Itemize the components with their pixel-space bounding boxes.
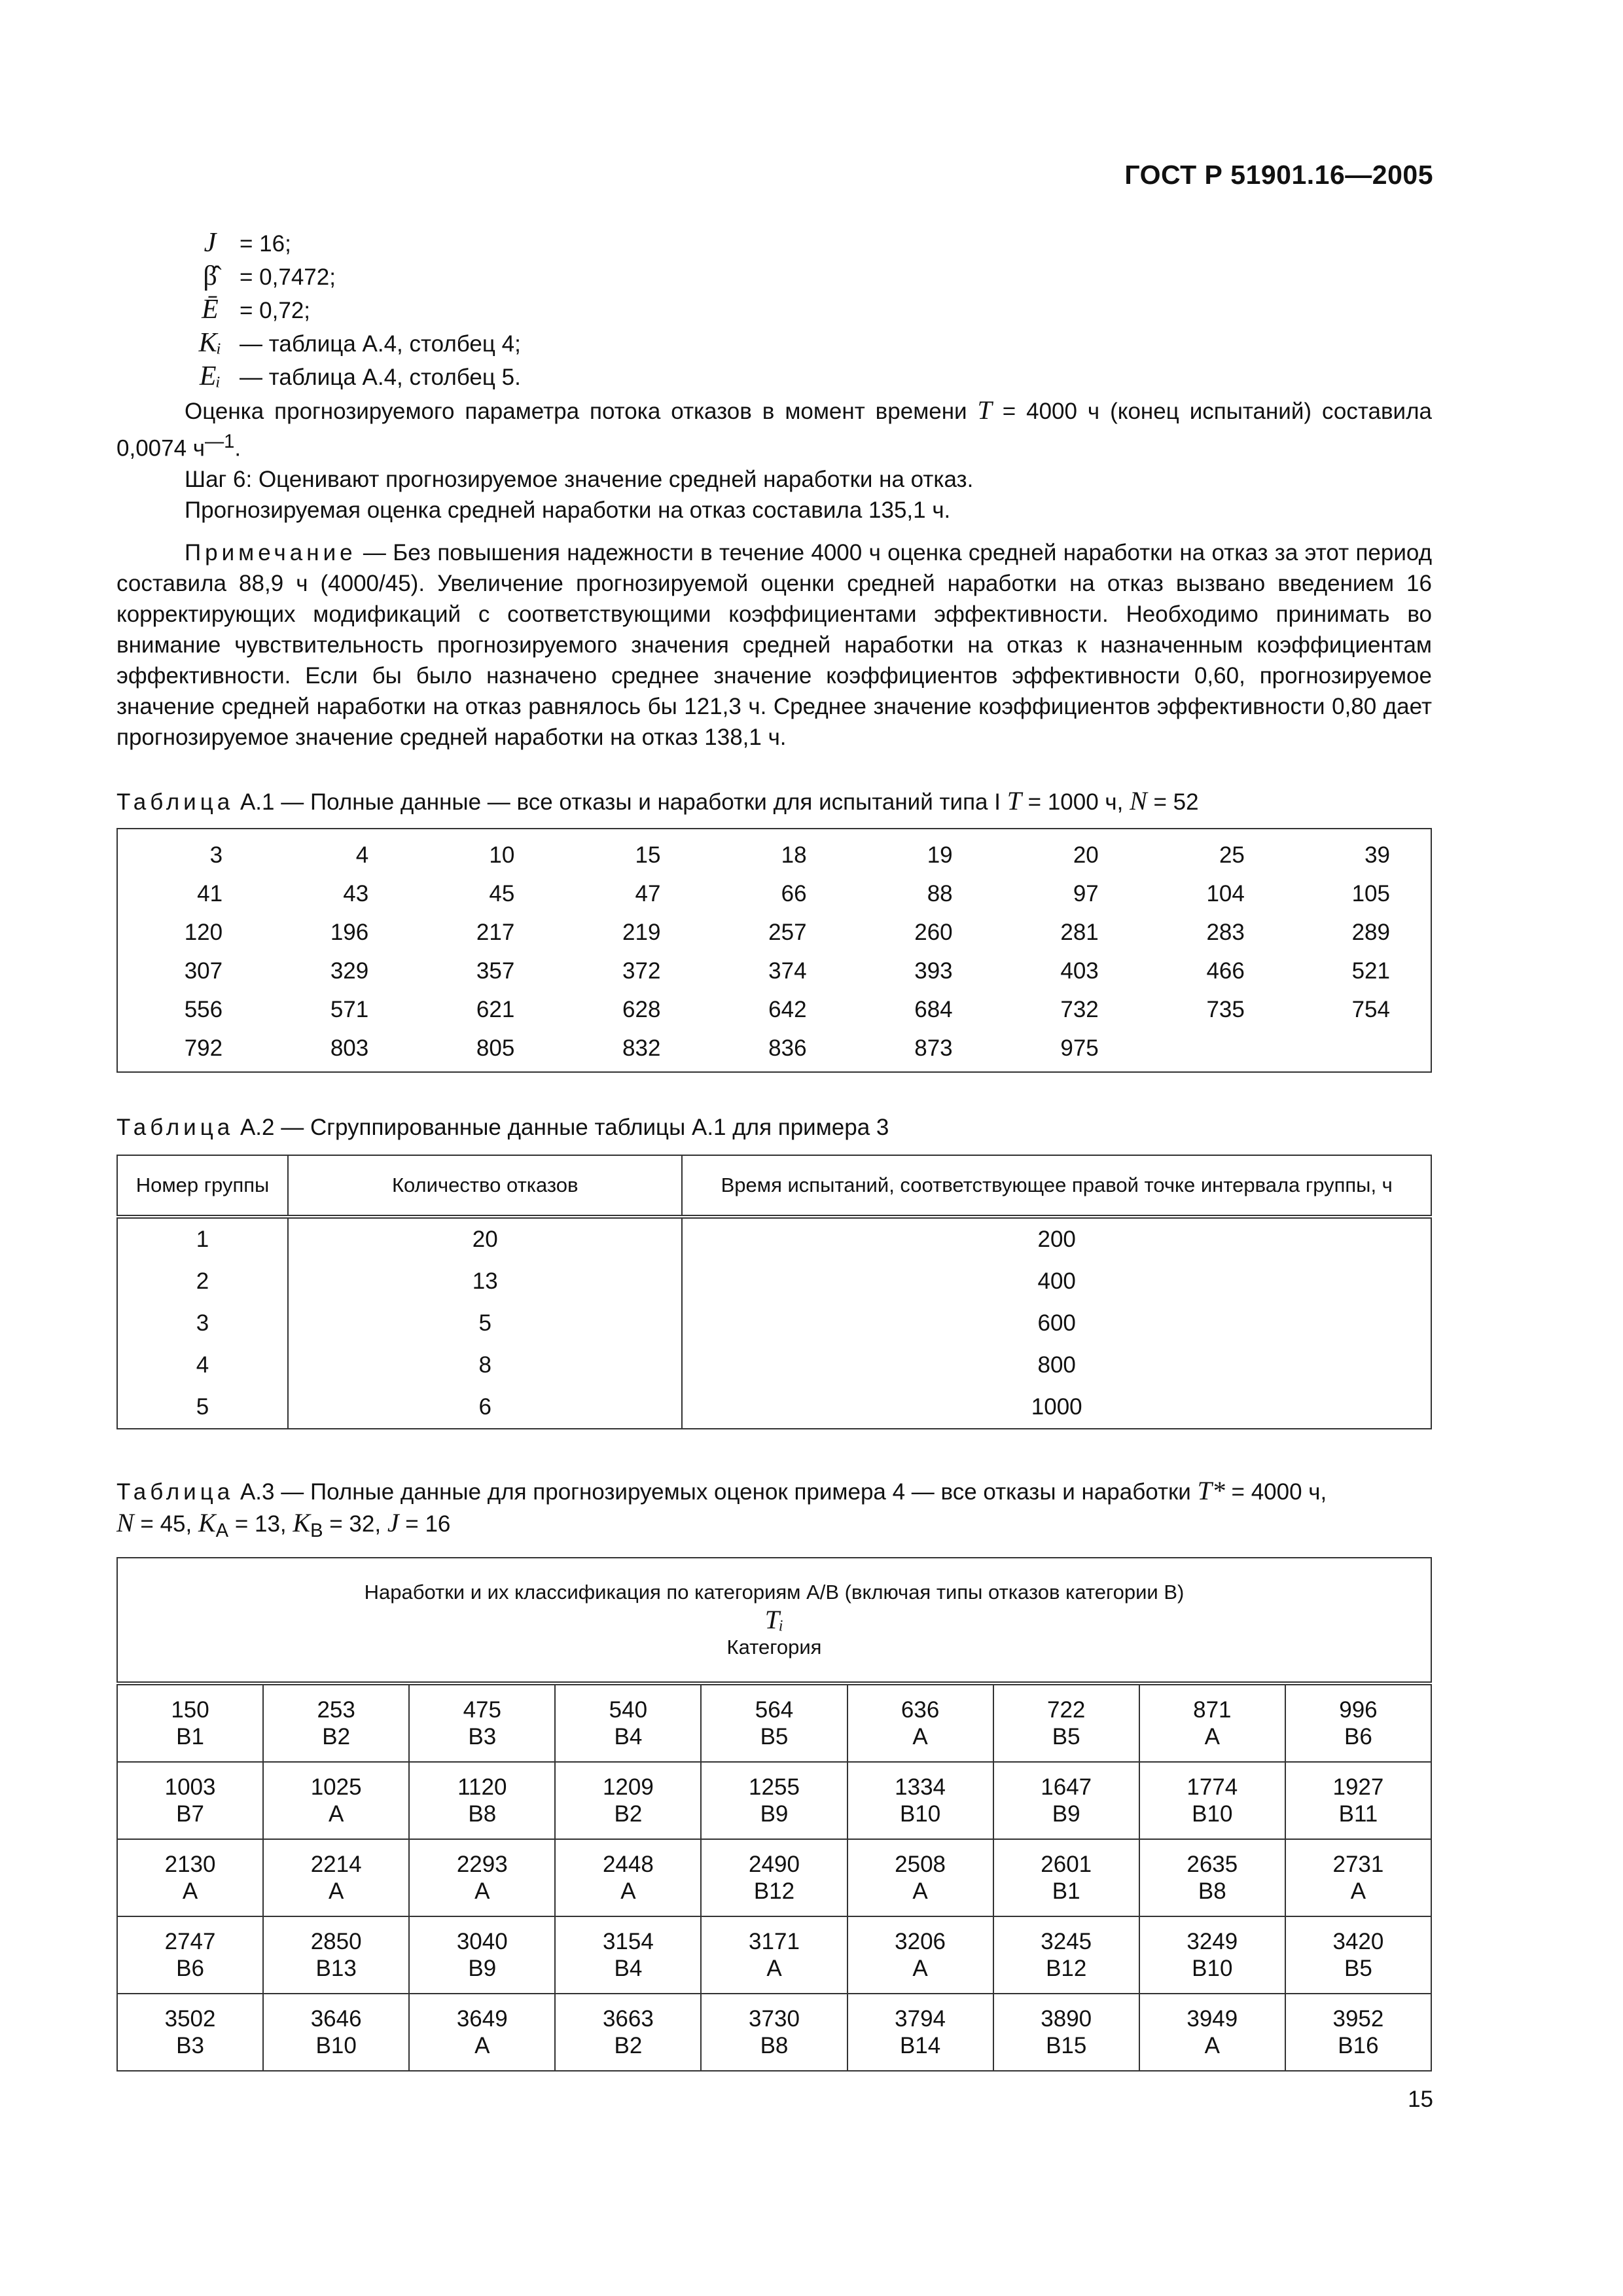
variable-list xyxy=(116,228,1432,395)
table-cell: 281 xyxy=(1060,919,1099,945)
symbol-K: K xyxy=(198,1507,216,1537)
time-value: 2635 xyxy=(1186,1851,1238,1877)
table-cell xyxy=(701,1683,847,1762)
category-value: B11 xyxy=(1338,1801,1378,1827)
table-cell: 217 xyxy=(476,919,515,945)
time-value: 3890 xyxy=(1041,2005,1092,2032)
category-value: B5 xyxy=(1052,1723,1080,1749)
time-value: 722 xyxy=(1047,1696,1086,1723)
time-value: 2214 xyxy=(310,1851,362,1877)
table-cell: 329 xyxy=(330,958,369,984)
symbol-K: K xyxy=(293,1507,311,1537)
table-row xyxy=(117,1344,1431,1386)
table-cell: 735 xyxy=(1206,996,1245,1022)
variable-row xyxy=(116,328,1432,361)
category-value: B8 xyxy=(468,1801,497,1827)
table-cell xyxy=(555,1839,701,1916)
subscript: B xyxy=(310,1520,323,1541)
table-cell xyxy=(1285,1916,1431,1994)
table1 xyxy=(116,828,1432,1073)
table3-header-category: Категория xyxy=(726,1635,822,1659)
table-cell xyxy=(1285,1839,1431,1916)
table-cell xyxy=(1285,1683,1431,1762)
table-cell xyxy=(263,1839,409,1916)
table-cell: 283 xyxy=(1206,919,1245,945)
category-value: A xyxy=(1350,1878,1366,1904)
table-cell xyxy=(993,1683,1139,1762)
category-value: B6 xyxy=(176,1955,204,1981)
table-cell xyxy=(701,1916,847,1994)
table3-caption xyxy=(116,1475,1432,1547)
variable-description: = 0,72; xyxy=(240,298,311,323)
caption-text: = 45, xyxy=(134,1511,198,1537)
category-value: A xyxy=(620,1878,636,1904)
table-cell xyxy=(847,1683,993,1762)
time-value: 3646 xyxy=(310,2005,362,2032)
category-value: B2 xyxy=(322,1723,351,1749)
table-cell: 600 xyxy=(682,1302,1431,1344)
table-cell: 307 xyxy=(184,958,223,984)
caption-text: = 32, xyxy=(323,1511,387,1537)
table-cell: 400 xyxy=(682,1261,1431,1302)
time-value: 2731 xyxy=(1332,1851,1384,1877)
table-cell xyxy=(117,1916,263,1994)
table-cell: 836 xyxy=(768,1035,807,1061)
category-value: A xyxy=(1204,1723,1220,1749)
category-value: B9 xyxy=(468,1955,497,1981)
table-cell: 66 xyxy=(781,880,807,906)
category-value: A xyxy=(328,1878,344,1904)
table-cell: 372 xyxy=(622,958,661,984)
time-value: 3730 xyxy=(749,2005,800,2032)
table-cell xyxy=(1139,1916,1285,1994)
table-cell: 20 xyxy=(288,1217,682,1261)
time-value: 1025 xyxy=(310,1774,362,1800)
table-row xyxy=(117,829,1431,874)
note-text: — Без повышения надежности в течение 4000 ч оценка средней наработки на отказ за этот период составила 88,9 ч (4000/45). Увеличение прогнозируемой оценки средней наработки на отказ вызвано введением 16 корректирующих модификаций с соответствующими коэффициентами эффективности. Необходимо принимать во внимание чувствительность прогнозируемого значения средней наработки на отказ к назначенным коэффициентам эффективности. Если бы было назначено среднее значение коэффициентов эффективности 0,60, прогнозируемое значение средней наработки на отказ равнялось бы 121,3 ч. Среднее значение коэффициентов эффективности 0,80 дает прогнозируемое значение средней наработки на отказ 138,1 ч. xyxy=(116,539,1432,750)
variable-row xyxy=(116,228,1432,261)
time-value: 1774 xyxy=(1186,1774,1238,1800)
time-value: 3649 xyxy=(456,2005,508,2032)
symbol-N: N xyxy=(116,1507,134,1537)
table-cell: 6 xyxy=(288,1386,682,1429)
table-row xyxy=(117,1029,1431,1072)
table-cell: 805 xyxy=(476,1035,515,1061)
time-value: 540 xyxy=(609,1696,648,1723)
table-cell: 8 xyxy=(288,1344,682,1386)
table-cell: 393 xyxy=(914,958,953,984)
table-cell xyxy=(847,1994,993,2071)
table-cell xyxy=(1139,1762,1285,1839)
table2 xyxy=(116,1155,1432,1429)
time-value: 3249 xyxy=(1186,1928,1238,1954)
table-cell: 803 xyxy=(330,1035,369,1061)
table-cell: 47 xyxy=(635,880,661,906)
time-value: 871 xyxy=(1193,1696,1232,1723)
table-cell: 45 xyxy=(489,880,515,906)
category-value: A xyxy=(766,1955,782,1981)
table-cell: 684 xyxy=(914,996,953,1022)
variable-symbol: J xyxy=(204,228,217,258)
category-value: B4 xyxy=(614,1955,643,1981)
table-cell xyxy=(1285,1762,1431,1839)
table-row xyxy=(117,1839,1431,1916)
table-cell xyxy=(263,1916,409,1994)
table-cell xyxy=(993,1916,1139,1994)
time-value: 2293 xyxy=(456,1851,508,1877)
category-value: A xyxy=(328,1801,344,1827)
table-cell xyxy=(263,1683,409,1762)
table-cell: 39 xyxy=(1364,842,1390,868)
table-cell xyxy=(1139,1994,1285,2071)
time-value: 1209 xyxy=(602,1774,654,1800)
category-value: B9 xyxy=(1052,1801,1080,1827)
table-cell xyxy=(1285,1994,1431,2071)
symbol-N: N xyxy=(1130,785,1147,816)
category-value: A xyxy=(912,1723,928,1749)
time-value: 2747 xyxy=(164,1928,216,1954)
time-value: 3206 xyxy=(895,1928,946,1954)
category-value: B10 xyxy=(899,1801,941,1827)
table-cell xyxy=(117,1762,263,1839)
table-cell: 3 xyxy=(209,842,223,868)
time-value: 2448 xyxy=(602,1851,654,1877)
table-cell xyxy=(117,1683,263,1762)
table-row xyxy=(117,1386,1431,1429)
table-cell: 571 xyxy=(330,996,369,1022)
variable-symbol: Ē xyxy=(202,295,219,325)
variable-description: — таблица А.4, столбец 5. xyxy=(240,365,521,390)
table-row xyxy=(117,874,1431,913)
table-cell: 196 xyxy=(330,919,369,945)
time-value: 3171 xyxy=(749,1928,800,1954)
table2-caption xyxy=(116,1112,1432,1143)
table-cell: 260 xyxy=(914,919,953,945)
time-value: 1255 xyxy=(749,1774,800,1800)
time-value: 2490 xyxy=(749,1851,800,1877)
table-cell: 732 xyxy=(1060,996,1099,1022)
page-number: 15 xyxy=(1408,2087,1433,2112)
document-header: ГОСТ Р 51901.16—2005 xyxy=(1124,160,1433,190)
table-cell: 120 xyxy=(184,919,223,945)
category-value: B10 xyxy=(1192,1955,1233,1981)
table-cell: 466 xyxy=(1206,958,1245,984)
table-row xyxy=(117,1916,1431,1994)
table-cell xyxy=(847,1916,993,1994)
category-value: B12 xyxy=(753,1878,795,1904)
time-value: 3420 xyxy=(1332,1928,1384,1954)
table-cell: 642 xyxy=(768,996,807,1022)
variable-row xyxy=(116,295,1432,328)
table2-header-count: Количество отказов xyxy=(288,1155,682,1217)
table-cell: 105 xyxy=(1351,880,1390,906)
table-cell xyxy=(993,1839,1139,1916)
time-value: 3794 xyxy=(895,2005,946,2032)
category-value: B6 xyxy=(1344,1723,1372,1749)
time-value: 996 xyxy=(1339,1696,1378,1723)
category-value: B5 xyxy=(760,1723,789,1749)
table-cell: 374 xyxy=(768,958,807,984)
table2-header-time: Время испытаний, соответствующее правой точке интервала группы, ч xyxy=(682,1155,1431,1217)
category-value: B2 xyxy=(614,2032,643,2058)
caption-text: = 4000 ч, xyxy=(1224,1479,1327,1505)
table-cell xyxy=(847,1839,993,1916)
table-cell xyxy=(409,1683,555,1762)
table-cell: 41 xyxy=(197,880,223,906)
table-cell: 832 xyxy=(622,1035,661,1061)
time-value: 3245 xyxy=(1041,1928,1092,1954)
table-cell: 4 xyxy=(355,842,369,868)
table-row xyxy=(117,1261,1431,1302)
table-cell xyxy=(701,1839,847,1916)
time-value: 150 xyxy=(171,1696,209,1723)
table-cell xyxy=(555,1683,701,1762)
category-value: B5 xyxy=(1344,1955,1372,1981)
table-cell xyxy=(409,1994,555,2071)
category-value: B3 xyxy=(176,2032,204,2058)
category-value: B13 xyxy=(315,1955,357,1981)
table-cell: 1000 xyxy=(682,1386,1431,1429)
category-value: B16 xyxy=(1338,2032,1379,2058)
time-value: 1120 xyxy=(457,1774,507,1800)
category-value: B1 xyxy=(1052,1878,1080,1904)
category-value: A xyxy=(912,1955,928,1981)
caption-text: А.1 — Полные данные — все отказы и наработки для испытаний типа I xyxy=(234,789,1007,815)
table-cell: 556 xyxy=(184,996,223,1022)
variable-description: = 0,7472; xyxy=(240,264,336,290)
time-value: 3502 xyxy=(164,2005,216,2032)
table-cell: 13 xyxy=(288,1261,682,1302)
table-cell: 403 xyxy=(1060,958,1099,984)
caption-text: = 16 xyxy=(399,1511,451,1537)
table-cell: 754 xyxy=(1351,996,1390,1022)
category-value: B4 xyxy=(614,1723,643,1749)
time-value: 3663 xyxy=(602,2005,654,2032)
page-content xyxy=(116,228,1432,2072)
table-cell: 19 xyxy=(927,842,953,868)
table-row xyxy=(117,1217,1431,1261)
table3-header xyxy=(117,1558,1431,1683)
table-row xyxy=(117,1302,1431,1344)
category-value: B8 xyxy=(1198,1878,1226,1904)
category-value: B12 xyxy=(1046,1955,1087,1981)
table-cell: 792 xyxy=(184,1035,223,1061)
caption-text: = 52 xyxy=(1147,789,1199,815)
category-value: A xyxy=(182,1878,198,1904)
caption-text: = 1000 ч, xyxy=(1021,789,1130,815)
table-cell xyxy=(1139,1839,1285,1916)
table-cell: 97 xyxy=(1073,880,1099,906)
table-cell xyxy=(263,1762,409,1839)
variable-description: = 16; xyxy=(240,231,291,257)
subscript: A xyxy=(215,1520,229,1541)
symbol-T: T xyxy=(977,395,992,425)
table-cell: 357 xyxy=(476,958,515,984)
category-value: A xyxy=(1204,2032,1220,2058)
table-cell xyxy=(555,1994,701,2071)
table-cell xyxy=(701,1994,847,2071)
category-value: B14 xyxy=(899,2032,941,2058)
caption-label: Таблица xyxy=(116,789,234,815)
time-value: 1927 xyxy=(1332,1774,1384,1800)
note-label: Примечание xyxy=(185,539,357,565)
time-value: 2850 xyxy=(310,1928,362,1954)
time-value: 1647 xyxy=(1041,1774,1092,1800)
category-value: B15 xyxy=(1046,2032,1087,2058)
caption-text: А.2 — Сгруппированные данные таблицы А.1 для примера 3 xyxy=(234,1114,889,1140)
symbol-J: J xyxy=(387,1507,399,1537)
table-cell: 104 xyxy=(1206,880,1245,906)
time-value: 3952 xyxy=(1332,2005,1384,2032)
symbol-T: T* xyxy=(1197,1475,1225,1505)
table-cell: 4 xyxy=(117,1344,288,1386)
category-value: A xyxy=(474,1878,490,1904)
category-value: B3 xyxy=(468,1723,497,1749)
time-value: 475 xyxy=(463,1696,501,1723)
time-value: 2130 xyxy=(164,1851,216,1877)
superscript: —1 xyxy=(205,431,235,452)
category-value: B10 xyxy=(1192,1801,1233,1827)
paragraph-step6: Шаг 6: Оценивают прогнозируемое значение средней наработки на отказ. xyxy=(185,466,974,492)
time-value: 3154 xyxy=(602,1928,654,1954)
table-cell xyxy=(555,1916,701,1994)
table-cell: 975 xyxy=(1060,1035,1099,1061)
category-value: B1 xyxy=(176,1723,204,1749)
table-cell: 628 xyxy=(622,996,661,1022)
table1-caption xyxy=(116,785,1432,817)
table-row xyxy=(117,1994,1431,2071)
table-row xyxy=(117,952,1431,990)
table-cell: 200 xyxy=(682,1217,1431,1261)
table-cell xyxy=(701,1762,847,1839)
table3 xyxy=(116,1557,1432,2072)
table-cell: 800 xyxy=(682,1344,1431,1386)
caption-text: = 13, xyxy=(228,1511,293,1537)
table-cell: 3 xyxy=(117,1302,288,1344)
caption-text: А.3 — Полные данные для прогнозируемых оценок примера 4 — все отказы и наработки xyxy=(234,1479,1198,1505)
variable-symbol: Eᵢ xyxy=(199,361,221,391)
paragraph-text: . xyxy=(234,435,241,461)
table-cell xyxy=(847,1762,993,1839)
variable-row xyxy=(116,361,1432,395)
table-row xyxy=(117,990,1431,1029)
table-cell xyxy=(1285,1029,1431,1072)
paragraph-text: Оценка прогнозируемого параметра потока отказов в момент времени xyxy=(185,399,978,424)
table-cell: 5 xyxy=(117,1386,288,1429)
category-value: B2 xyxy=(614,1801,643,1827)
time-value: 1003 xyxy=(164,1774,216,1800)
table-row xyxy=(117,1762,1431,1839)
table-cell: 521 xyxy=(1351,958,1390,984)
time-value: 564 xyxy=(755,1696,794,1723)
table-cell: 10 xyxy=(489,842,515,868)
table-cell xyxy=(1139,1683,1285,1762)
table-cell xyxy=(409,1916,555,1994)
table-cell: 20 xyxy=(1073,842,1099,868)
variable-description: — таблица А.4, столбец 4; xyxy=(240,331,521,357)
time-value: 636 xyxy=(901,1696,940,1723)
category-value: A xyxy=(912,1878,928,1904)
category-value: B9 xyxy=(760,1801,789,1827)
table-row xyxy=(117,1683,1431,1762)
table-cell: 219 xyxy=(622,919,661,945)
table-cell: 289 xyxy=(1351,919,1390,945)
paragraph-text: = 4000 ч (конец испытаний) составила 0,0074 ч xyxy=(116,399,1432,461)
variable-symbol: β̂ xyxy=(203,261,217,291)
table-row xyxy=(117,913,1431,952)
variable-row xyxy=(116,261,1432,295)
time-value: 2601 xyxy=(1041,1851,1092,1877)
table-cell: 257 xyxy=(768,919,807,945)
table-cell xyxy=(117,1839,263,1916)
table3-header-title: Наработки и их классификация по категориям А/В (включая типы отказов категории В) xyxy=(364,1580,1185,1604)
caption-label: Таблица xyxy=(116,1114,234,1140)
table-cell: 5 xyxy=(288,1302,682,1344)
table-cell: 621 xyxy=(476,996,515,1022)
category-value: A xyxy=(474,2032,490,2058)
table-cell xyxy=(117,1994,263,2071)
table-cell: 25 xyxy=(1219,842,1245,868)
table-cell xyxy=(263,1994,409,2071)
table-cell: 15 xyxy=(635,842,661,868)
time-value: 1334 xyxy=(895,1774,946,1800)
table-cell: 1 xyxy=(117,1217,288,1261)
table2-header-group: Номер группы xyxy=(117,1155,288,1217)
table-cell: 43 xyxy=(343,880,369,906)
table3-header-symbol: Tᵢ xyxy=(764,1604,784,1634)
table-cell: 2 xyxy=(117,1261,288,1302)
table-cell xyxy=(409,1762,555,1839)
category-value: B10 xyxy=(315,2032,357,2058)
symbol-T: T xyxy=(1007,785,1022,816)
time-value: 2508 xyxy=(895,1851,946,1877)
table-cell: 873 xyxy=(914,1035,953,1061)
time-value: 3949 xyxy=(1186,2005,1238,2032)
category-value: B7 xyxy=(176,1801,204,1827)
table-cell: 18 xyxy=(781,842,807,868)
table-cell xyxy=(555,1762,701,1839)
paragraph-forecast xyxy=(116,395,1432,464)
table-cell: 88 xyxy=(927,880,953,906)
note xyxy=(116,537,1432,753)
variable-symbol: Kᵢ xyxy=(198,328,222,358)
table-cell xyxy=(409,1839,555,1916)
table-cell xyxy=(993,1762,1139,1839)
caption-label: Таблица xyxy=(116,1479,234,1505)
table-cell xyxy=(1139,1029,1285,1072)
paragraph-result: Прогнозируемая оценка средней наработки на отказ составила 135,1 ч. xyxy=(185,497,951,523)
time-value: 253 xyxy=(317,1696,355,1723)
time-value: 3040 xyxy=(456,1928,508,1954)
table-cell xyxy=(993,1994,1139,2071)
category-value: B8 xyxy=(760,2032,789,2058)
